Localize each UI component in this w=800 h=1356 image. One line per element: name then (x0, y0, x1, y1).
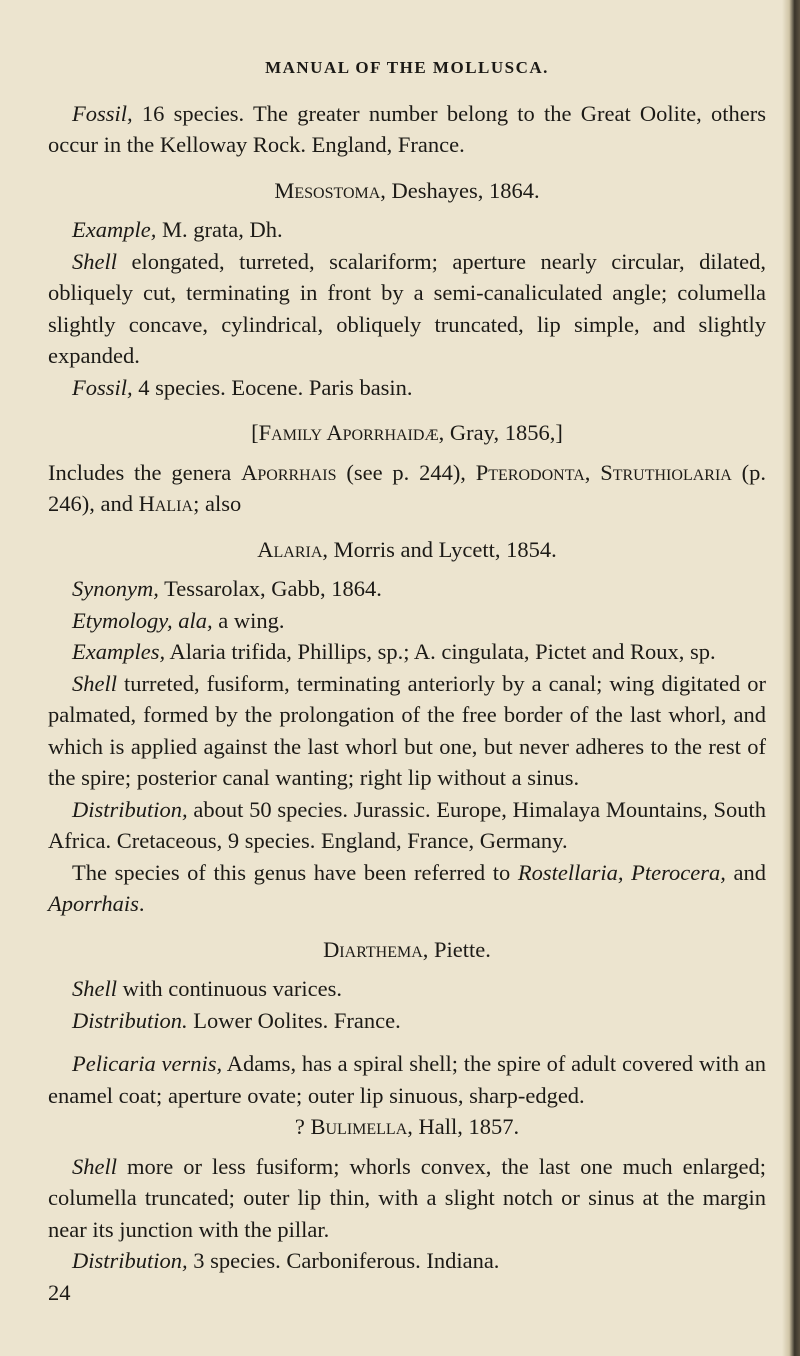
paragraph-distribution-diarthema: Distribution. Lower Oolites. France. (72, 1007, 401, 1033)
paragraph-etymology: Etymology, ala, a wing. (72, 607, 285, 633)
paragraph-distribution-bulimella: Distribution, 3 species. Carboniferous. Indiana. (72, 1248, 500, 1273)
paragraph-shell-bulimella: Shell more or less fusiform; whorls convex, the last one much enlarged; columella truncated; outer lip thin, with a slight notch or sinus at the margin near its junction with the pillar. (48, 1153, 766, 1242)
page-content (48, 52, 766, 1308)
paragraph-shell-diarthema: Shell with continuous varices. (72, 976, 342, 1001)
paragraph-shell-alaria: Shell turreted, fusiform, terminating anteriorly by a canal; wing digitated or palmated, formed by the prolongation of the free border of the last whorl, and which is applied against the last whorl but one, but never adheres to the rest of the spire; posterior canal wanting; right lip without a sinus. (48, 670, 766, 790)
genus-heading-bulimella: ? Bulimella, Hall, 1857. (294, 1114, 520, 1139)
paragraph-fossil-4: Fossil, 4 species. Eocene. Paris basin. (72, 374, 413, 400)
paragraph-examples: Examples, Alaria trifida, Phillips, sp.; A. cingulata, Pictet and Roux, sp. (72, 639, 716, 664)
paragraph-synonym: Synonym, Tessarolax, Gabb, 1864. (72, 576, 382, 601)
paragraph-distribution-alaria: Distribution, about 50 species. Jurassic. Europe, Himalaya Mountains, South Africa. Cretaceous, 9 species. England, France, Germany. (48, 796, 766, 853)
genus-heading-mesostoma: Mesostoma, Deshayes, 1864. (274, 177, 540, 203)
paragraph-fossil-16: Fossil, 16 species. The greater number belong to the Great Oolite, others occur in the Kelloway Rock. England, France. (48, 100, 766, 157)
paragraph-example: Example, M. grata, Dh. (72, 217, 283, 242)
paragraph-pelicaria: Pelicaria vernis, Adams, has a spiral shell; the spire of adult covered with an enamel coat; aperture ovate; outer lip sinuous, sharp-edged. (48, 1051, 766, 1108)
page-edge-shadow (782, 0, 800, 1356)
page-number: 24 (48, 1279, 71, 1305)
genus-heading-diarthema: Diarthema, Piette. (323, 936, 491, 962)
paragraph-shell-mesostoma: Shell elongated, turreted, scalariform; aperture nearly circular, dilated, obliquely cut, terminating in front by a semi-canaliculated angle; columella slightly concave, cylindrical, obliquely truncated, lip simple, and slightly expanded. (48, 248, 766, 368)
genus-heading-alaria: Alaria, Morris and Lycett, 1854. (257, 536, 557, 562)
running-head: MANUAL OF THE MOLLUSCA. (265, 58, 549, 77)
family-heading-aporrhaidae: [Family Aporrhaidæ, Gray, 1856,] (251, 420, 563, 445)
paragraph-species-referred: The species of this genus have been referred to Rostellaria, Pterocera, and Aporrhais. (48, 859, 766, 916)
paragraph-includes-genera: Includes the genera Aporrhais (see p. 244), Pterodonta, Struthiolaria (p. 246), and Halia; also (48, 459, 767, 516)
